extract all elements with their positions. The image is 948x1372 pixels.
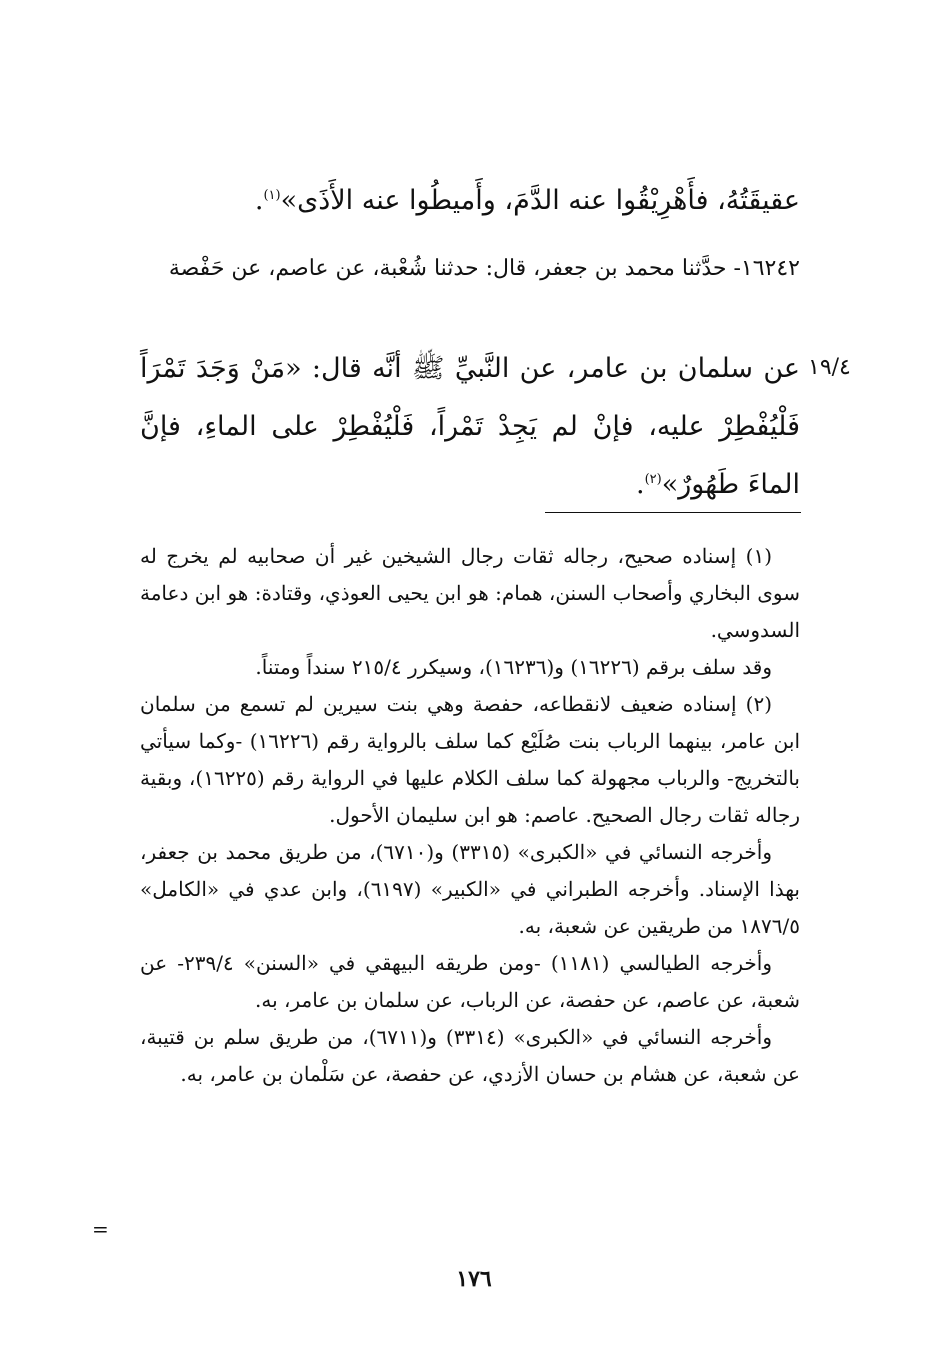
page-number: ١٧٦: [456, 1266, 492, 1292]
volume-page-ref: ١٩/٤: [808, 355, 851, 380]
footnotes-section: [140, 538, 800, 1093]
footnote-separator: [545, 512, 801, 513]
hadith-intro: ١٦٢٤٢- حدَّثنا محمد بن جعفر، قال: حدثنا شُعْبة، عن عاصم، عن حَفْصة: [168, 256, 800, 281]
continuation-end: .: [254, 185, 264, 216]
continuation-line: [140, 172, 800, 230]
hadith-text: عن سلمان بن عامر، عن النَّبيِّ ﷺ أنَّه قال: «مَنْ وَجَدَ تَمْرَاً فَلْيُفْطِرْ عليه، فإنْ لم يَجِدْ تَمْراً، فَلْيُفْطِرْ على الماءِ، فإنَّ الماءَ طَهُورٌ»: [140, 353, 800, 500]
footnote-1: (١) إسناده صحيح، رجاله ثقات رجال الشيخين غير أن صحابيه لم يخرج له سوى البخاري وأصحاب السنن، همام: هو ابن يحيى العوذي، وقتادة: هو ابن دعامة السدوسي.: [140, 544, 800, 642]
hadith-end: .: [635, 469, 645, 500]
footnote-1-note: وقد سلف برقم (١٦٢٢٦) و(١٦٢٣٦)، وسيكرر ٢١٥/٤ سنداً ومتناً.: [255, 655, 772, 679]
footnote-2-note-b: وأخرجه الطيالسي (١١٨١) -ومن طريقه البيهقي في «السنن» ٢٣٩/٤- عن شعبة، عن عاصم، عن حفصة، عن الرباب، عن سلمان بن عامر، به.: [140, 951, 800, 1012]
continuation-text: عقيقَتُهُ، فأَهْرِيْقُوا عنه الدَّمَ، وأَميطُوا عنه الأَذَى»: [280, 185, 800, 216]
footnote-ref-2: (٢): [644, 472, 662, 487]
footnote-2-note-a: وأخرجه النسائي في «الكبرى» (٣٣١٥) و(٦٧١٠)، من طريق محمد بن جعفر، بهذا الإسناد. وأخرجه الطبراني في «الكبير» (٦١٩٧)، وابن عدي في «الكامل» ١٨٧٦/٥ من طريقين عن شعبة، به.: [140, 840, 800, 938]
footnote-2: (٢) إسناده ضعيف لانقطاعه، حفصة وهي بنت سيرين لم تسمع من سلمان ابن عامر، بينهما الرباب بنت صُلَيْع كما سلف بالرواية رقم (١٦٢٢٦) -وكما سيأتي بالتخريج- والرباب مجهولة كما سلف الكلام عليها في الرواية رقم (١٦٢٢٥)، وبقية رجاله ثقات رجال الصحيح. عاصم: هو ابن سليمان الأحول.: [140, 692, 801, 827]
hadith-body: [140, 340, 800, 514]
continuation-mark: =: [92, 1217, 109, 1241]
footnote-ref-1: (١): [263, 188, 281, 203]
footnote-2-note-c: وأخرجه النسائي في «الكبرى» (٣٣١٤) و(٦٧١١)، من طريق سلم بن قتيبة، عن شعبة، عن هشام بن حسان الأزدي، عن حفصة، عن سَلْمان بن عامر، به.: [140, 1025, 800, 1086]
